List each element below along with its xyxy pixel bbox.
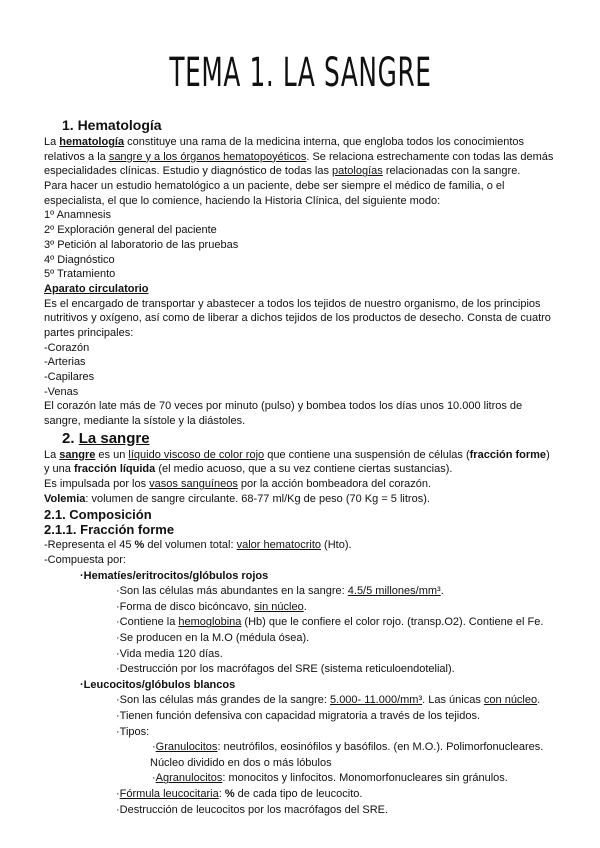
underlined-text: Fórmula leucocitaria [119, 788, 219, 800]
text-line [44, 584, 574, 600]
underlined-text: Granulocitos [155, 741, 218, 754]
text-line [44, 238, 574, 253]
text-segment: Núcleo dividido en dos o más lóbulos [150, 756, 332, 769]
text-line [44, 194, 574, 209]
text-segment: que contiene una suspensión de células ( [264, 448, 470, 461]
text-segment: 2.1.1. Fracción forme [44, 522, 175, 537]
text-line [44, 311, 574, 326]
bold-text: % [224, 788, 235, 800]
text-segment: 2º Exploración general del paciente [44, 224, 217, 237]
text-line [44, 297, 574, 312]
text-line [44, 370, 574, 385]
text-line [44, 553, 574, 569]
text-segment: -Representa el 45 [44, 538, 135, 551]
bold-text: sangre [59, 448, 96, 461]
text-segment: -Arterias [44, 356, 86, 369]
text-segment: El corazón late más de 70 veces por minuto (pulso) y bombea todos los días unos 10.000 litros de [44, 400, 523, 413]
text-segment: -Corazón [44, 341, 90, 354]
text-segment: nutritivos y oxígeno, así como de liberar a dichos tejidos de los productos de desecho. Consta de cuatro [44, 312, 551, 325]
text-line [44, 787, 574, 803]
bold-text: fracción forme [469, 448, 547, 461]
text-segment: 1. Hematología [62, 117, 162, 133]
bold-text: hematología [59, 136, 125, 148]
text-segment: 3º Petición al laboratorio de las pruebas [44, 238, 239, 251]
text-segment: : [218, 788, 225, 800]
text-segment: (Hb) que le confiere el color rojo. (transp.O2). Contiene el Fe. [241, 616, 544, 629]
text-line [44, 492, 574, 507]
text-line [44, 223, 574, 238]
text-segment: constituye una rama de la medicina interna, que engloba todos los conocimientos [124, 136, 525, 148]
text-segment: ·Tipos: [116, 725, 150, 738]
bold-text: Aparato circulatorio [44, 282, 149, 295]
text-segment: ·Vida media 120 días. [116, 647, 223, 660]
bold-text: ·Hematíes/eritrocitos/glóbulos rojos [80, 569, 269, 582]
text-segment: ·Destrucción de leucocitos por los macrófagos del SRE. [116, 803, 389, 816]
text-line [44, 647, 574, 663]
text-segment: sangre, mediante la sístole y la diástoles. [44, 415, 246, 428]
underlined-text: 5.000- 11.000/mm³ [330, 694, 423, 707]
text-line [44, 208, 574, 223]
text-segment: y una [44, 463, 74, 476]
text-segment: : neutrófilos, eosinófilos y basófilos. (en M.O.). Polimorfonucleares. [217, 741, 544, 754]
text-line [44, 267, 574, 282]
section-heading [44, 429, 574, 448]
text-segment: Es el encargado de transportar y abastecer a todos los tejidos de nuestro organismo, de los principios [44, 297, 541, 310]
text-line [44, 355, 574, 370]
text-line [44, 538, 574, 554]
text-line [44, 740, 574, 756]
text-line [44, 756, 574, 772]
text-segment: Es impulsada por los [44, 478, 150, 491]
underlined-text: líquido viscoso de color rojo [128, 448, 265, 461]
text-segment: La [44, 136, 60, 148]
text-segment: : monocitos y linfocitos. Monomorfonucleares sin gránulos. [222, 772, 508, 785]
text-segment: ·Contiene la [116, 616, 179, 629]
section-heading [44, 507, 574, 523]
document-body [44, 116, 574, 818]
text-segment: (el medio acuoso, que a su vez contiene ciertas sustancias). [155, 463, 453, 476]
text-segment: : volumen de sangre circulante. 68-77 ml/Kg de peso (70 Kg = 5 litros). [85, 492, 430, 505]
text-line [44, 164, 574, 179]
text-line [44, 615, 574, 631]
text-line [44, 385, 574, 400]
text-line [44, 803, 574, 819]
section-heading [44, 522, 574, 538]
text-line [44, 179, 574, 194]
text-segment: de cada tipo de leucocito. [234, 788, 363, 800]
text-segment: . [440, 585, 444, 598]
bold-text: Volemia [44, 492, 86, 505]
text-segment: . [303, 600, 307, 613]
text-segment: partes principales: [44, 326, 134, 339]
text-line [44, 135, 574, 150]
text-segment: -Capilares [44, 371, 95, 383]
text-segment: ·Son las células más abundantes en la sangre: [116, 585, 348, 598]
text-segment: -Venas [44, 385, 79, 398]
bold-text: % [134, 538, 145, 551]
underlined-text: Agranulocitos [155, 772, 223, 785]
text-line [44, 477, 574, 492]
text-segment: (Hto). [321, 538, 352, 551]
page-title [0, 50, 600, 96]
text-segment: Para hacer un estudio hematológico a un paciente, debe ser siempre el médico de familia, o el [44, 180, 505, 193]
text-segment: 4º Diagnóstico [44, 253, 115, 266]
underlined-text: vasos sanguíneos [149, 478, 238, 491]
text-line [44, 448, 574, 463]
text-line [44, 693, 574, 709]
underlined-text: con núcleo [483, 694, 538, 707]
text-segment: La [44, 448, 60, 461]
text-line [44, 282, 574, 297]
text-segment: · [152, 741, 156, 754]
text-segment: . Se relaciona estrechamente con todas las demás [306, 150, 554, 163]
text-line [44, 709, 574, 725]
underlined-text: sin núcleo [254, 600, 304, 613]
text-line [44, 600, 574, 616]
text-line [44, 414, 574, 429]
text-line [44, 569, 574, 585]
text-segment: por la acción bombeadora del corazón. [237, 478, 432, 491]
bold-text: ·Leucocitos/glóbulos blancos [80, 678, 236, 691]
text-segment: es un [95, 448, 129, 461]
text-segment: ·Destrucción por los macrófagos del SRE (sistema reticuloendotelial). [116, 663, 455, 676]
text-segment: relacionadas con la sangre. [382, 165, 521, 178]
text-segment: ) [546, 448, 550, 461]
text-segment: . Las únicas [422, 694, 484, 707]
text-segment: · [116, 788, 120, 800]
section-heading [44, 116, 574, 135]
text-line [44, 326, 574, 341]
text-segment: 2. [62, 429, 79, 447]
bold-text: fracción líquida [73, 463, 156, 476]
text-line [44, 399, 574, 414]
text-segment: -Compuesta por: [44, 554, 126, 567]
text-segment: ·Se producen en la M.O (médula ósea). [116, 632, 310, 645]
text-line [44, 725, 574, 741]
text-line [44, 771, 574, 787]
text-segment: 5º Tratamiento [44, 268, 116, 281]
text-segment: especialidades clínicas. Estudio y diagnóstico de todas las [44, 165, 333, 178]
text-line [44, 150, 574, 165]
text-segment: relativos a la [44, 150, 109, 163]
text-segment: 2.1. Composición [44, 506, 152, 522]
text-segment: ·Tienen función defensiva con capacidad migratoria a través de los tejidos. [116, 710, 481, 723]
underlined-text: La sangre [78, 429, 150, 447]
underlined-text: valor hematocrito [236, 538, 321, 551]
text-segment: ·Son las células más grandes de la sangre: [116, 694, 331, 707]
text-line [44, 253, 574, 268]
page-title-text: TEMA 1. LA SANGRE [168, 50, 432, 96]
text-segment: especialista, el que lo comience, haciendo la Historia Clínica, del siguiente modo: [44, 194, 441, 207]
text-segment: 1º Anamnesis [44, 209, 111, 222]
text-line [44, 462, 574, 477]
text-line [44, 631, 574, 647]
text-segment: del volumen total: [144, 538, 237, 551]
underlined-text: hemoglobina [178, 616, 242, 629]
underlined-text: 4.5/5 millones/mm³ [347, 585, 441, 598]
text-segment: . [537, 694, 541, 707]
text-segment: ·Forma de disco bicóncavo, [116, 600, 255, 613]
text-line [44, 341, 574, 356]
text-line [44, 678, 574, 694]
text-line [44, 662, 574, 678]
underlined-text: sangre y a los órganos hematopoyéticos [108, 150, 307, 163]
text-segment: · [152, 772, 156, 785]
underlined-text: patologías [332, 165, 383, 178]
